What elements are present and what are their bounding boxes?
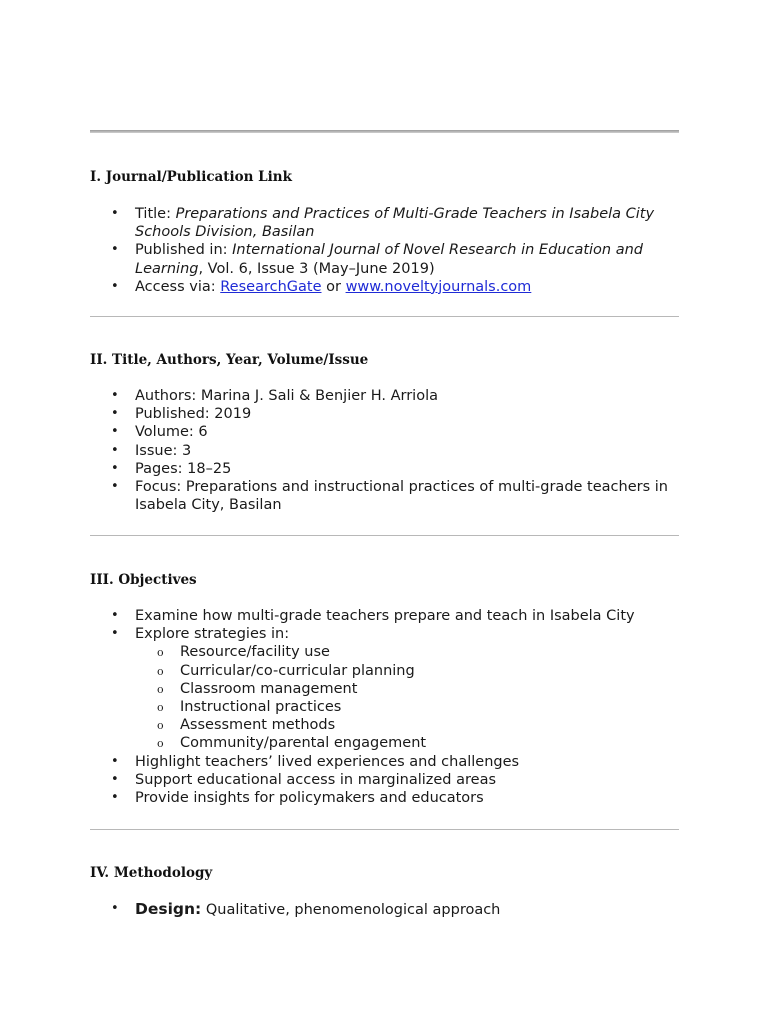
list-item-objective: • Provide insights for policymakers and educators	[90, 789, 680, 807]
sublist-item: o Curricular/co-curricular planning	[135, 662, 680, 680]
published-label: Published in:	[135, 242, 233, 259]
list-item-pages: • Pages: 18–25	[90, 460, 680, 478]
access-or-text: or	[321, 278, 346, 295]
sublist-item: o Instructional practices	[135, 698, 680, 716]
section-divider	[90, 535, 679, 536]
list-item-design	[90, 900, 680, 919]
sublist-item: o Classroom management	[135, 680, 680, 698]
list-item-objective: • Examine how multi-grade teachers prepare and teach in Isabela City	[90, 607, 680, 625]
noveltyjournals-link[interactable]: www.noveltyjournals.com	[345, 278, 532, 295]
publication-details-list	[90, 387, 680, 514]
title-value: Preparations and Practices of Multi-Grade Teachers in Isabela City Schools Division, Basilan	[135, 206, 655, 241]
list-item-title	[90, 205, 680, 241]
list-item-issue: • Issue: 3	[90, 442, 680, 460]
list-item-focus: • Focus: Preparations and instructional practices of multi-grade teachers in Isabela City, Basilan	[90, 478, 680, 514]
sublist-item: o Resource/facility use	[135, 643, 680, 661]
section-heading-methodology: IV. Methodology	[90, 865, 213, 881]
list-item-published-in	[90, 241, 680, 277]
section-heading-journal-link: I. Journal/Publication Link	[90, 169, 292, 185]
journal-name: International Journal of Novel Research in Education and Learning	[135, 242, 643, 277]
access-label: Access via:	[135, 278, 221, 295]
list-item-objective: • Highlight teachers’ lived experiences and challenges	[90, 753, 680, 771]
section-divider	[90, 316, 679, 317]
section-heading-title-authors: II. Title, Authors, Year, Volume/Issue	[90, 352, 369, 368]
sublist-item: o Community/parental engagement	[135, 734, 680, 752]
list-item-objective	[90, 625, 680, 752]
list-item-authors: • Authors: Marina J. Sali & Benjier H. Arriola	[90, 387, 680, 405]
design-value: Qualitative, phenomenological approach	[201, 902, 501, 918]
sublist-item: o Assessment methods	[135, 716, 680, 734]
issue-info: , Vol. 6, Issue 3 (May–June 2019)	[198, 260, 435, 277]
journal-link-list	[90, 205, 680, 296]
methodology-list	[90, 900, 680, 919]
section-divider	[90, 829, 679, 830]
list-item-published-year: • Published: 2019	[90, 405, 680, 423]
list-item-volume: • Volume: 6	[90, 423, 680, 441]
title-label: Title:	[135, 206, 176, 222]
section-heading-objectives: III. Objectives	[90, 572, 197, 588]
objectives-list	[90, 607, 680, 807]
design-label: Design:	[135, 900, 202, 918]
strategies-sublist	[135, 643, 680, 752]
researchgate-link[interactable]: ResearchGate	[220, 278, 322, 295]
list-item-objective: • Support educational access in marginalized areas	[90, 771, 680, 789]
top-divider	[90, 130, 679, 133]
strategies-intro: Explore strategies in:	[135, 626, 290, 643]
list-item-access	[90, 278, 680, 296]
